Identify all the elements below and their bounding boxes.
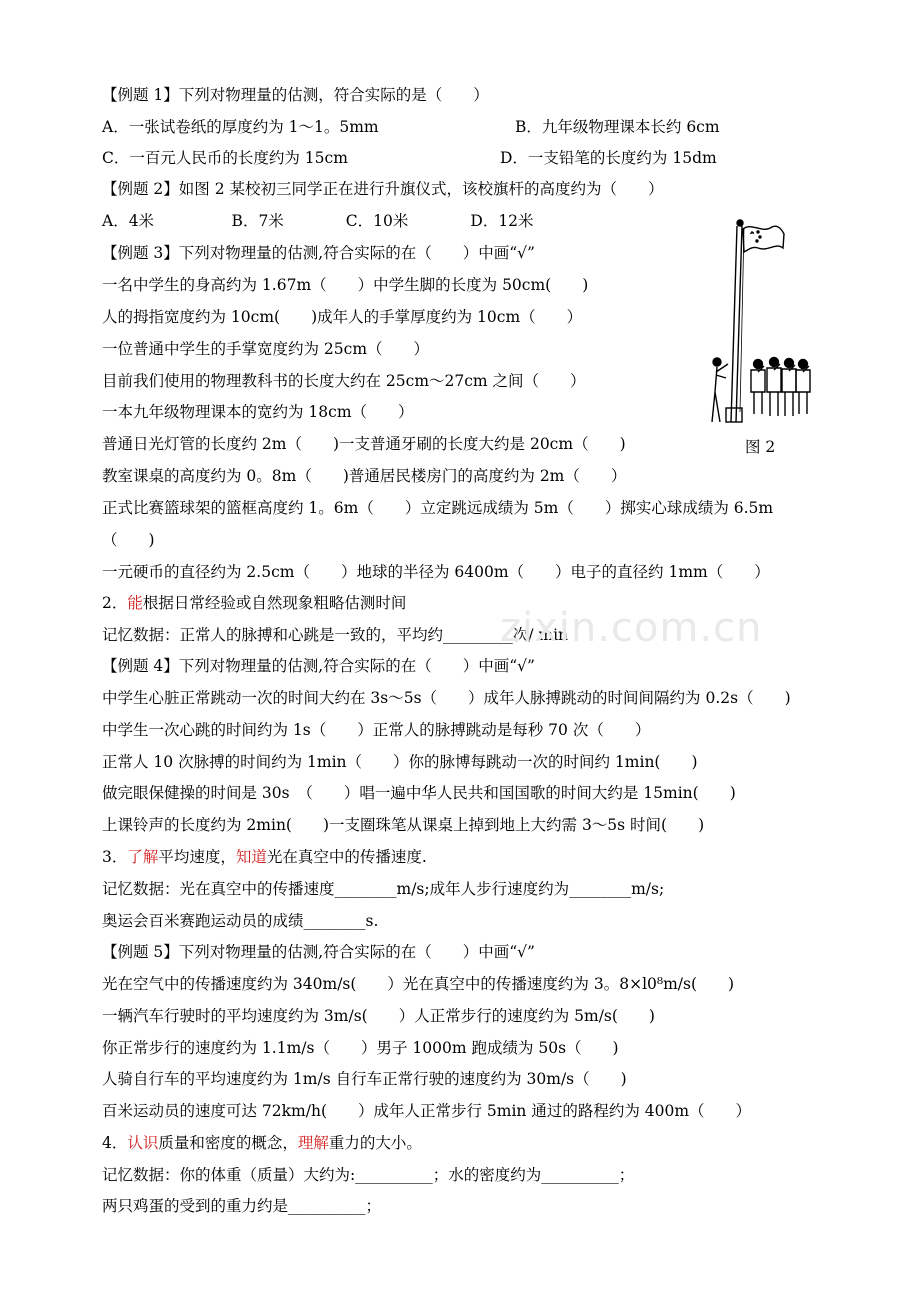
flag-raising-illustration	[700, 212, 820, 437]
text-line: 中学生心脏正常跳动一次的时间大约在 3s～5s（ ）成年人脉搏跳动的时间间隔约为 0.2s（ )	[102, 689, 791, 707]
section-text: 光在真空中的传播速度.	[266, 848, 427, 866]
text-line: 你正常步行的速度约为 1.1m/s（ ）男子 1000m 跑成绩为 50s（ )	[102, 1039, 619, 1057]
memory-data-line: 记忆数据：光在真空中的传播速度________m/s;成年人步行速度约为________m/s;	[102, 880, 665, 898]
memory-data-line: 记忆数据：正常人的脉搏和心跳是一致的，平均约_________次/ min	[102, 626, 569, 644]
example-1-title: 【例题 1】下列对物理量的估测，符合实际的是（ ）	[102, 86, 489, 104]
example-1-option-b: B．九年级物理课本长约 6cm	[515, 118, 720, 136]
text-line: 正常人 10 次脉搏的时间约为 1min（ ）你的脉博每跳动一次的时间约 1min( )	[102, 753, 698, 771]
section-text: 平均速度，	[158, 848, 236, 866]
keyword: 认识	[127, 1134, 159, 1152]
example-2-title: 【例题 2】如图 2 某校初三同学正在进行升旗仪式，该校旗杆的高度约为（ ）	[102, 180, 664, 198]
example-1-option-a: A．一张试卷纸的厚度约为 1～1。5mm	[102, 118, 379, 136]
section-2-heading	[102, 592, 406, 614]
students-group	[751, 358, 810, 417]
memory-data-line: 两只鸡蛋的受到的重力约是__________；	[102, 1197, 382, 1215]
memory-data-line: 奥运会百米赛跑运动员的成绩________s.	[102, 912, 379, 930]
text-line: 一辆汽车行驶时的平均速度约为 3m/s( ）人正常步行的速度约为 5m/s( )	[102, 1007, 655, 1025]
watermark: zixin.com.cn	[500, 605, 763, 651]
pole-base	[726, 408, 742, 422]
text-line: 人的拇指宽度约为 10cm( )成年人的手掌厚度约为 10cm（ ）	[102, 308, 583, 326]
section-number: 4．	[102, 1134, 128, 1152]
example-1-option-c: C．一百元人民币的长度约为 15cm	[102, 149, 348, 167]
keyword: 能	[127, 594, 143, 612]
text-line: 光在空气中的传播速度约为 340m/s( ）光在真空中的传播速度约为 3。8×l0⁸m/s( )	[102, 975, 735, 993]
keyword: 知道	[235, 848, 267, 866]
keyword: 了解	[127, 848, 159, 866]
text-line: 正式比赛篮球架的篮框高度约 1。6m（ ）立定跳远成绩为 5m（ ）掷实心球成绩为 6.5m	[102, 499, 774, 517]
flagpole	[731, 226, 737, 422]
text-line: 普通日光灯管的长度约 2m（ )一支普通牙刷的长度大约是 20cm（ )	[102, 435, 626, 453]
text-line: 目前我们使用的物理教科书的长度大约在 25cm～27cm 之间（ ）	[102, 372, 586, 390]
pole-top	[737, 220, 743, 226]
text-line: 中学生一次心跳的时间约为 1s（ ）正常人的脉搏跳动是每秒 70 次（ ）	[102, 721, 651, 739]
section-text: 根据日常经验或自然现象粗略估测时间	[142, 594, 407, 612]
section-text: 重力的大小。	[328, 1134, 422, 1152]
flag-icon	[743, 226, 784, 252]
text-line: 做完眼保健操的时间是 30s （ ）唱一遍中华人民共和国国歌的时间大约是 15min( )	[102, 784, 736, 802]
text-line: 一名中学生的身高约为 1.67m（ ）中学生脚的长度为 50cm( )	[102, 276, 589, 294]
example-1-option-d: D．一支铅笔的长度约为 15dm	[500, 149, 717, 167]
section-4-heading	[102, 1132, 422, 1154]
example-5-title: 【例题 5】下列对物理量的估测,符合实际的在（ ）中画“√”	[102, 943, 535, 961]
example-3-title: 【例题 3】下列对物理量的估测,符合实际的在（ ）中画“√”	[102, 244, 535, 262]
section-number: 2．	[102, 594, 128, 612]
section-3-heading	[102, 846, 427, 868]
keyword: 理解	[297, 1134, 329, 1152]
section-number: 3．	[102, 848, 128, 866]
example-4-title: 【例题 4】下列对物理量的估测,符合实际的在（ ）中画“√”	[102, 657, 535, 675]
section-text: 质量和密度的概念，	[158, 1134, 298, 1152]
text-line: （ )	[102, 531, 155, 549]
text-line: 人骑自行车的平均速度约为 1m/s 自行车正常行驶的速度约为 30m/s（ )	[102, 1070, 627, 1088]
text-line: 一位普通中学生的手掌宽度约为 25cm（ ）	[102, 340, 430, 358]
text-line: 百米运动员的速度可达 72km/h( ）成年人正常步行 5min 通过的路程约为 400m（ ）	[102, 1102, 752, 1120]
text-line: 教室课桌的高度约为 0。8m（ )普通居民楼房门的高度约为 2m（ ）	[102, 467, 627, 485]
text-line: 一本九年级物理课本的宽约为 18cm（ ）	[102, 403, 414, 421]
memory-data-line: 记忆数据：你的体重（质量）大约为:__________；水的密度约为__________；	[102, 1166, 635, 1184]
text-line: 一元硬币的直径约为 2.5cm（ ）地球的半径为 6400m（ ）电子的直径约 1mm（ ）	[102, 563, 770, 581]
figure-caption: 图 2	[745, 438, 776, 456]
text-line: 上课铃声的长度约为 2min( )一支圈珠笔从课桌上掉到地上大约需 3～5s 时间( )	[102, 816, 705, 834]
example-2-options: A．4米 B．7米 C．10米 D．12米	[102, 212, 534, 230]
